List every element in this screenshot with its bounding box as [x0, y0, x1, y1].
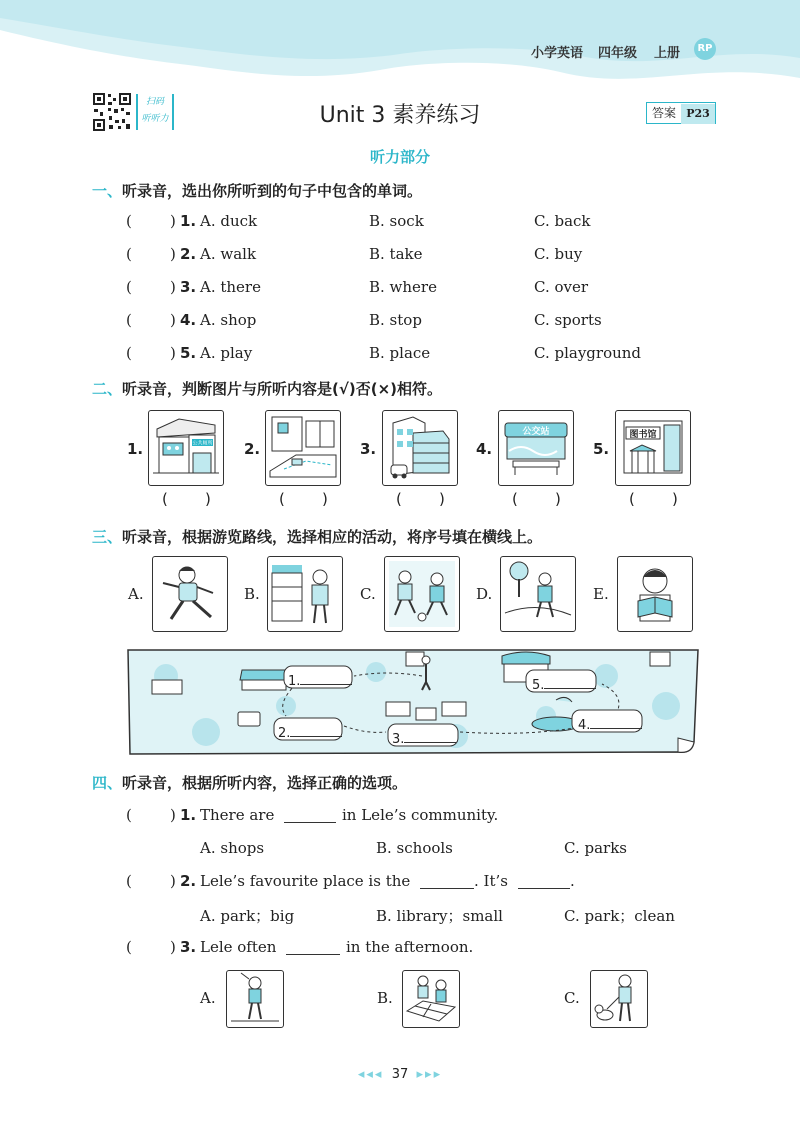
- option-a: A. play: [200, 344, 253, 362]
- map-blank-5-line[interactable]: [544, 674, 596, 689]
- q1-option-c: C. parks: [564, 839, 627, 857]
- activity-shopping-picture: [267, 556, 343, 632]
- s4-q2-options: [126, 905, 686, 925]
- option-a: A. there: [200, 278, 261, 296]
- footer-left-arrows-icon: ◂◂◂: [357, 1067, 384, 1082]
- answer-paren-open[interactable]: (: [126, 344, 132, 362]
- page-title: Unit 3 素养练习: [319, 103, 481, 128]
- section3-heading: [92, 526, 542, 547]
- option-b: B. place: [369, 344, 431, 362]
- pic-label-3: 3.: [360, 440, 377, 458]
- s4-q2: [126, 872, 686, 892]
- map-blank-3[interactable]: [392, 728, 456, 747]
- activity-label-a: A.: [128, 585, 144, 603]
- library-picture: [615, 410, 691, 486]
- option-c: C. sports: [534, 311, 602, 329]
- answer-paren-open[interactable]: (: [126, 311, 132, 329]
- pic-label-1: 1.: [127, 440, 144, 458]
- q1-number: 1.: [180, 806, 197, 824]
- map-blank-4-line[interactable]: [590, 714, 642, 729]
- pic-label-5: 5.: [593, 440, 610, 458]
- answer-paren-close[interactable]: ): [170, 311, 176, 329]
- map-blank-2-num: 2.: [278, 726, 291, 741]
- map-blank-3-line[interactable]: [404, 728, 456, 743]
- toilet-sign-text: 公共厕所: [192, 440, 213, 447]
- bus-stop-sign-text: 公交站: [522, 427, 550, 437]
- q3-text-pre: Lele often: [200, 938, 277, 956]
- section4-heading: [92, 772, 407, 793]
- activity-label-b: B.: [244, 585, 260, 603]
- section2-heading: [92, 378, 442, 399]
- map-blank-1-num: 1.: [288, 674, 301, 689]
- judge-paren-3-close[interactable]: ): [439, 490, 445, 508]
- option-b: B. stop: [369, 311, 422, 329]
- answer-paren-close[interactable]: ): [170, 278, 176, 296]
- q3-number: 3.: [180, 938, 197, 956]
- activity-walking-picture: [500, 556, 576, 632]
- s4-q3: [126, 938, 686, 958]
- answer-paren-close[interactable]: ): [170, 212, 176, 230]
- q2-number: 2.: [180, 872, 197, 890]
- q1-option-b: B. schools: [376, 839, 453, 857]
- activity-label-d: D.: [476, 585, 493, 603]
- s4-q1-options: [126, 839, 686, 859]
- judge-paren-5-open[interactable]: (: [629, 490, 635, 508]
- header-grade: 四年级: [598, 46, 638, 61]
- answer-paren-open[interactable]: (: [126, 938, 132, 956]
- q2-text-pre: Lele’s favourite place is the: [200, 872, 411, 890]
- section1-heading: [92, 180, 422, 201]
- item-number: 1.: [180, 212, 197, 230]
- map-blank-4[interactable]: [578, 714, 642, 733]
- section2-text: 听录音，判断图片与所听内容是(√)否(×)相符。: [122, 380, 443, 398]
- answer-paren-close[interactable]: ): [170, 245, 176, 263]
- option-a: A. shop: [200, 311, 257, 329]
- answer-page: P23: [681, 104, 715, 124]
- activity-tai-chi-picture: [152, 556, 228, 632]
- judge-paren-1-close[interactable]: ): [205, 490, 211, 508]
- answer-paren-close[interactable]: ): [170, 938, 176, 956]
- map-blank-1[interactable]: [288, 670, 352, 689]
- answer-paren-open[interactable]: (: [126, 212, 132, 230]
- answer-paren-close[interactable]: ): [170, 872, 176, 890]
- answer-paren-open[interactable]: (: [126, 872, 132, 890]
- item-number: 4.: [180, 311, 197, 329]
- footer-right-arrows-icon: ▸▸▸: [416, 1067, 443, 1082]
- buildings-picture: [382, 410, 458, 486]
- header-subject: 小学英语: [531, 46, 584, 61]
- option-b: B. take: [369, 245, 423, 263]
- activity-label-c: C.: [360, 585, 376, 603]
- q3-option-a-label: A.: [200, 989, 216, 1007]
- q3-option-b-label: B.: [377, 989, 393, 1007]
- option-b: B. sock: [369, 212, 424, 230]
- q2-option-a: A. park；big: [200, 907, 295, 925]
- answer-paren-open[interactable]: (: [126, 806, 132, 824]
- q3-text-post: in the afternoon.: [346, 938, 474, 956]
- judge-paren-2-close[interactable]: ): [322, 490, 328, 508]
- page-footer: [0, 1067, 800, 1082]
- q2-blank-2[interactable]: [518, 874, 570, 889]
- answer-badge[interactable]: [646, 102, 716, 124]
- item-number: 5.: [180, 344, 197, 362]
- section3-text: 听录音，根据游览路线，选择相应的活动，将序号填在横线上。: [122, 528, 543, 546]
- q2-text-post: .: [570, 872, 575, 890]
- answer-paren-close[interactable]: ): [170, 344, 176, 362]
- q3-option-b-picture[interactable]: [402, 970, 460, 1028]
- header-volume: 上册: [654, 46, 681, 61]
- bus-stop-picture: [498, 410, 574, 486]
- library-sign-text: 图书馆: [629, 430, 657, 440]
- section3-number: 三、: [92, 528, 123, 546]
- option-c: C. buy: [534, 245, 583, 263]
- page-number: 37: [391, 1067, 409, 1082]
- option-a: A. walk: [200, 245, 257, 263]
- section2-number: 二、: [92, 380, 123, 398]
- q1-text-post: in Lele’s community.: [342, 806, 499, 824]
- answer-paren-open[interactable]: (: [126, 245, 132, 263]
- q3-option-c-label: C.: [564, 989, 580, 1007]
- section-subtitle: 听力部分: [369, 148, 430, 166]
- answer-paren-close[interactable]: ): [170, 806, 176, 824]
- public-toilet-picture: [148, 410, 224, 486]
- option-c: C. back: [534, 212, 591, 230]
- map-blank-1-line[interactable]: [300, 670, 352, 685]
- answer-paren-open[interactable]: (: [126, 278, 132, 296]
- rp-badge: RP: [694, 38, 716, 60]
- map-blank-4-num: 4.: [578, 718, 591, 733]
- judge-paren-4-open[interactable]: (: [512, 490, 518, 508]
- q2-option-b: B. library；small: [376, 907, 503, 925]
- activity-label-e: E.: [593, 585, 609, 603]
- pic-label-4: 4.: [476, 440, 493, 458]
- judge-paren-5-close[interactable]: ): [672, 490, 678, 508]
- s4-q1: [126, 806, 686, 826]
- judge-paren-2-open[interactable]: (: [279, 490, 285, 508]
- q3-option-c-picture[interactable]: [590, 970, 648, 1028]
- q1-text-pre: There are: [200, 806, 275, 824]
- q2-blank-1[interactable]: [420, 874, 474, 889]
- option-c: C. playground: [534, 344, 642, 362]
- option-a: A. duck: [200, 212, 258, 230]
- section1-number: 一、: [92, 182, 123, 200]
- activity-football-picture: [384, 556, 460, 632]
- activity-reading-picture: [617, 556, 693, 632]
- section4-number: 四、: [92, 774, 123, 792]
- qr-tag-line2: 听听力: [141, 114, 169, 124]
- map-blank-2[interactable]: [278, 722, 342, 741]
- map-blank-2-line[interactable]: [290, 722, 342, 737]
- map-blank-5[interactable]: [532, 674, 596, 693]
- qr-tag-line1: 扫码: [145, 97, 164, 107]
- q2-option-c: C. park；clean: [564, 907, 675, 925]
- street-picture: [265, 410, 341, 486]
- item-number: 3.: [180, 278, 197, 296]
- judge-paren-1-open[interactable]: (: [162, 490, 168, 508]
- map-blank-3-num: 3.: [392, 732, 405, 747]
- option-c: C. over: [534, 278, 589, 296]
- item-number: 2.: [180, 245, 197, 263]
- option-b: B. where: [369, 278, 437, 296]
- judge-paren-3-open[interactable]: (: [396, 490, 402, 508]
- judge-paren-4-close[interactable]: ): [555, 490, 561, 508]
- pic-label-2: 2.: [244, 440, 261, 458]
- map-blank-5-num: 5.: [532, 678, 545, 693]
- q3-blank[interactable]: [286, 940, 340, 955]
- q1-blank[interactable]: [284, 808, 336, 823]
- section1-text: 听录音，选出你所听到的句子中包含的单词。: [122, 182, 423, 200]
- q2-text-mid: . It’s: [474, 872, 508, 890]
- answer-label: 答案: [647, 103, 681, 123]
- q1-option-a: A. shops: [200, 839, 265, 857]
- section4-text: 听录音，根据所听内容，选择正确的选项。: [122, 774, 408, 792]
- q3-option-a-picture[interactable]: [226, 970, 284, 1028]
